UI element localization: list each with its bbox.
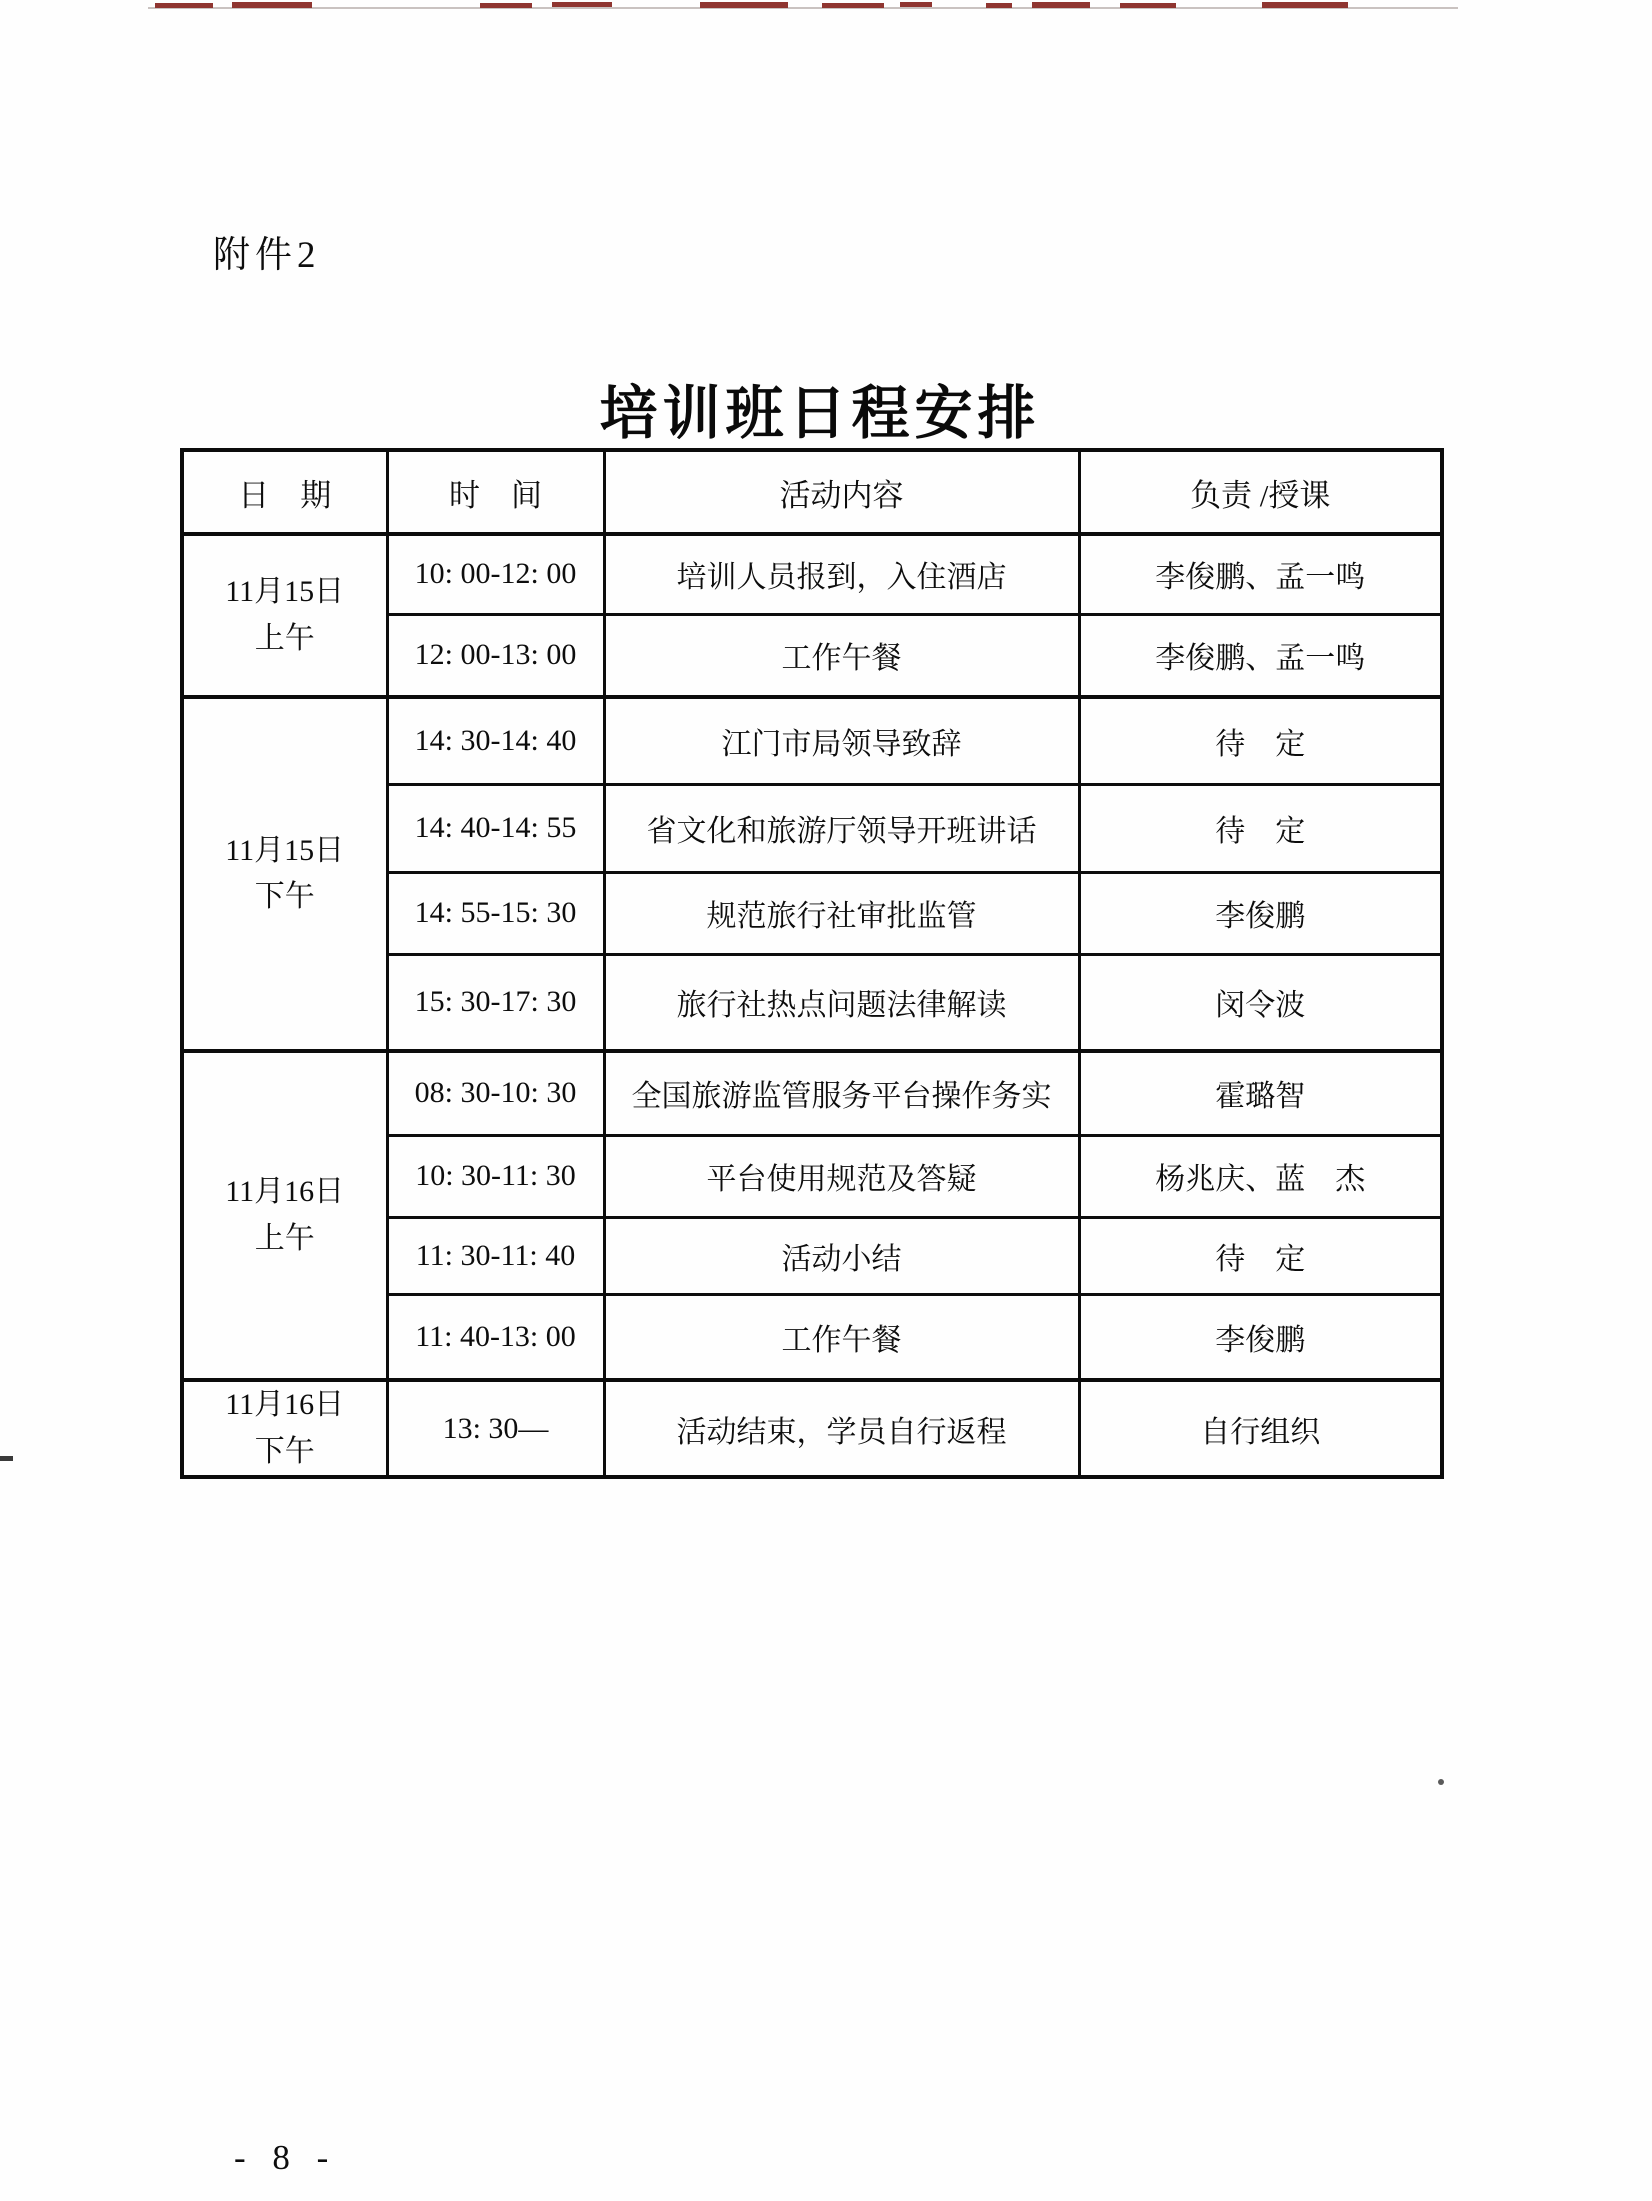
time-cell: 14: 55-15: 30 — [387, 872, 604, 954]
column-header: 活动内容 — [604, 450, 1079, 534]
scan-dash — [552, 2, 612, 7]
page-number: - 8 - — [234, 2138, 338, 2177]
scan-dash — [232, 2, 312, 8]
table-row — [182, 534, 1442, 614]
scan-dash — [900, 2, 932, 7]
column-header: 负责 /授课 — [1079, 450, 1442, 534]
activity-cell: 省文化和旅游厅领导开班讲话 — [604, 784, 1079, 872]
date-cell: 11月15日 下午 — [182, 697, 387, 1051]
responsible-cell: 闵令波 — [1079, 954, 1442, 1051]
responsible-cell: 霍璐智 — [1079, 1051, 1442, 1135]
time-cell: 14: 40-14: 55 — [387, 784, 604, 872]
scan-dash — [480, 3, 532, 8]
date-cell: 11月15日 上午 — [182, 534, 387, 697]
table-row — [182, 1051, 1442, 1135]
responsible-cell: 杨兆庆、蓝 杰 — [1079, 1135, 1442, 1217]
date-cell: 11月16日 上午 — [182, 1051, 387, 1380]
activity-cell: 活动结束，学员自行返程 — [604, 1380, 1079, 1477]
scan-artifact-strip — [0, 0, 1652, 12]
page-title: 培训班日程安排 — [599, 381, 1041, 446]
time-cell: 15: 30-17: 30 — [387, 954, 604, 1051]
table-body — [182, 534, 1442, 1477]
responsible-cell: 待 定 — [1079, 697, 1442, 784]
activity-cell: 工作午餐 — [604, 1294, 1079, 1380]
scan-dash — [700, 2, 788, 8]
responsible-cell: 李俊鹏、孟一鸣 — [1079, 534, 1442, 614]
date-cell: 11月16日 下午 — [182, 1380, 387, 1477]
activity-cell: 平台使用规范及答疑 — [604, 1135, 1079, 1217]
activity-cell: 江门市局领导致辞 — [604, 697, 1079, 784]
responsible-cell: 李俊鹏 — [1079, 872, 1442, 954]
table-header — [182, 450, 1442, 534]
column-header: 日 期 — [182, 450, 387, 534]
table-row — [182, 697, 1442, 784]
activity-cell: 活动小结 — [604, 1217, 1079, 1294]
activity-cell: 规范旅行社审批监管 — [604, 872, 1079, 954]
responsible-cell: 待 定 — [1079, 1217, 1442, 1294]
responsible-cell: 李俊鹏 — [1079, 1294, 1442, 1380]
scan-dash — [1120, 3, 1176, 8]
time-cell: 08: 30-10: 30 — [387, 1051, 604, 1135]
activity-cell: 工作午餐 — [604, 614, 1079, 697]
scan-dash — [986, 3, 1012, 8]
column-header: 时 间 — [387, 450, 604, 534]
time-cell: 11: 40-13: 00 — [387, 1294, 604, 1380]
activity-cell: 全国旅游监管服务平台操作务实 — [604, 1051, 1079, 1135]
activity-cell: 培训人员报到，入住酒店 — [604, 534, 1079, 614]
responsible-cell: 待 定 — [1079, 784, 1442, 872]
scan-mark-left — [0, 1456, 13, 1461]
schedule-table — [180, 448, 1444, 1479]
time-cell: 12: 00-13: 00 — [387, 614, 604, 697]
table-header-row — [182, 450, 1442, 534]
scan-dash — [1262, 2, 1348, 8]
time-cell: 10: 30-11: 30 — [387, 1135, 604, 1217]
table-row — [182, 1380, 1442, 1477]
time-cell: 14: 30-14: 40 — [387, 697, 604, 784]
time-cell: 13: 30— — [387, 1380, 604, 1477]
scan-dash — [1032, 2, 1090, 8]
scan-dash — [155, 3, 213, 8]
scan-dot-right — [1438, 1779, 1444, 1785]
responsible-cell: 李俊鹏、孟一鸣 — [1079, 614, 1442, 697]
time-cell: 11: 30-11: 40 — [387, 1217, 604, 1294]
schedule-table-container — [180, 448, 1444, 1479]
scan-dash — [822, 3, 884, 8]
responsible-cell: 自行组织 — [1079, 1380, 1442, 1477]
time-cell: 10: 00-12: 00 — [387, 534, 604, 614]
activity-cell: 旅行社热点问题法律解读 — [604, 954, 1079, 1051]
attachment-label: 附件2 — [213, 235, 321, 276]
